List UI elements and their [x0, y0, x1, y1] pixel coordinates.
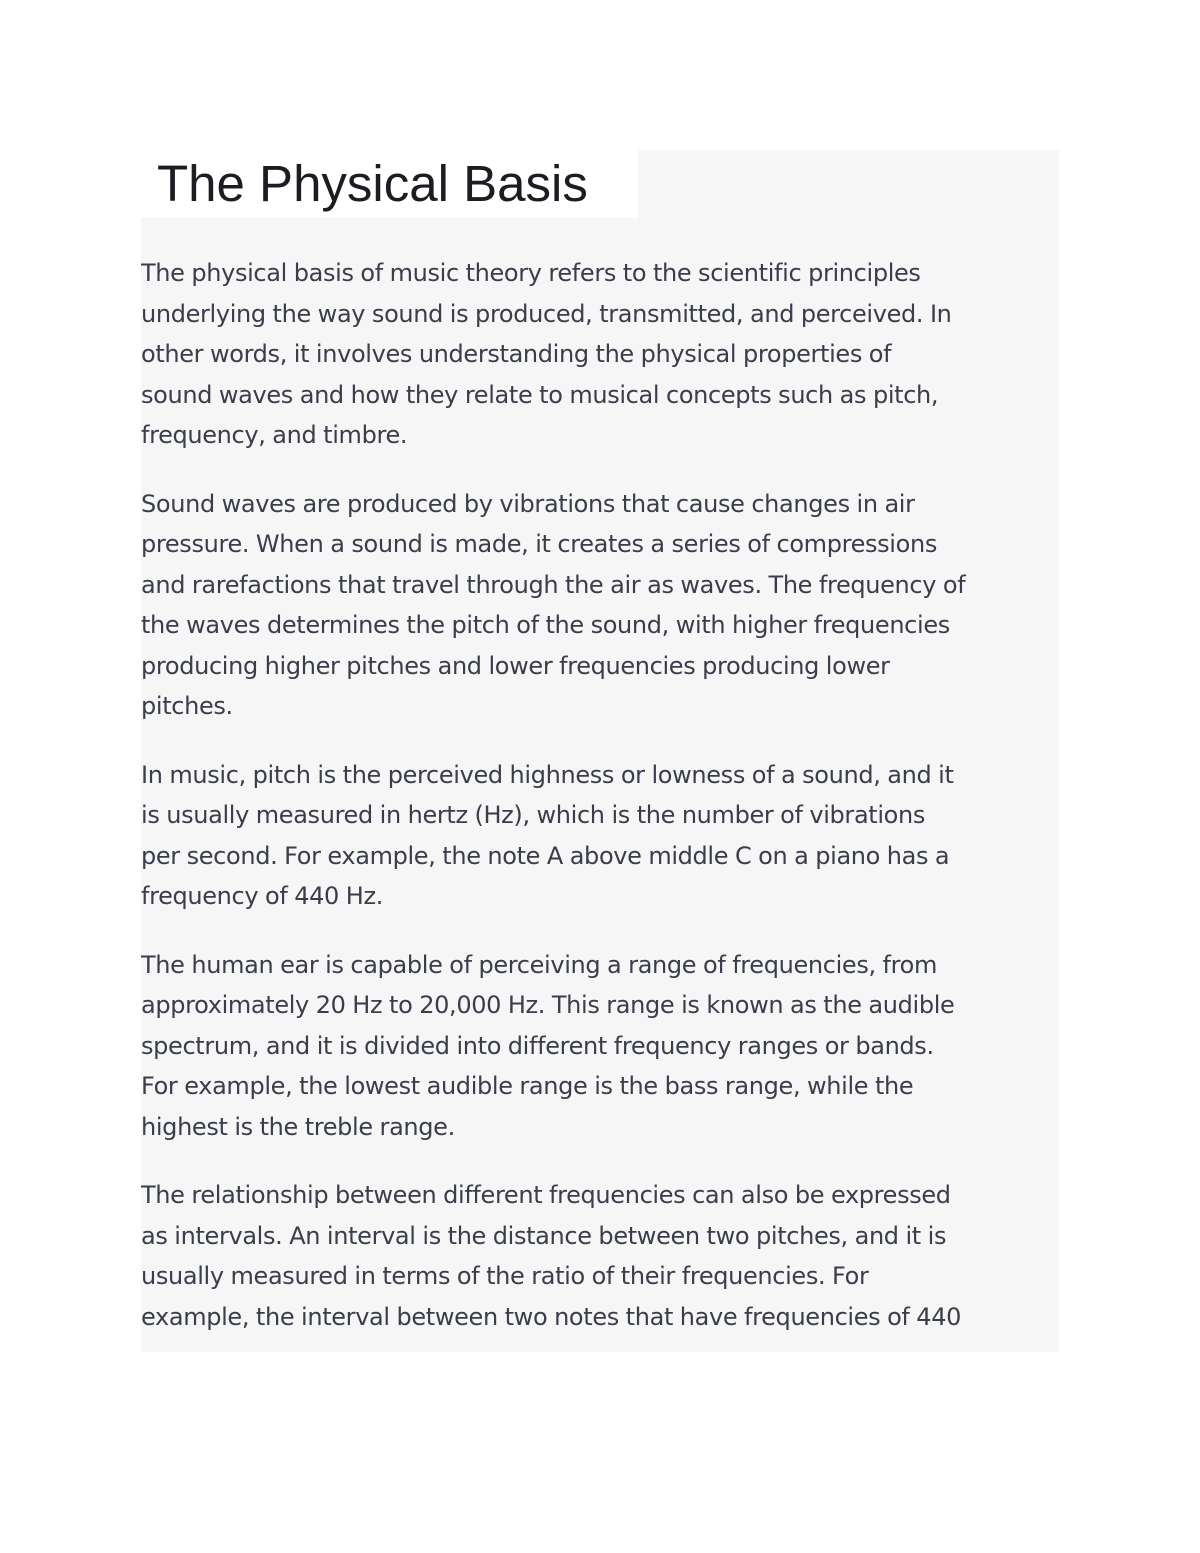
paragraph-line: frequency, and timbre. — [141, 421, 408, 449]
paragraph-line: the waves determines the pitch of the sound, with higher frequencies — [141, 611, 950, 639]
paragraph-line: The physical basis of music theory refers to the scientific principles — [141, 259, 921, 287]
paragraph-line: For example, the lowest audible range is the bass range, while the — [141, 1072, 914, 1100]
paragraph-line: per second. For example, the note A above middle C on a piano has a — [141, 841, 950, 870]
paragraph-line: underlying the way sound is produced, transmitted, and perceived. In — [141, 299, 952, 328]
paragraph-line: example, the interval between two notes that have frequencies of 440 — [141, 1302, 962, 1331]
paragraph-line: highest is the treble range. — [141, 1112, 455, 1141]
paragraph-1 — [141, 253, 1059, 456]
title-area — [141, 150, 1059, 218]
body-text — [141, 253, 1059, 1352]
page-title: The Physical Basis — [157, 155, 588, 212]
paragraph-line: spectrum, and it is divided into different frequency ranges or bands. — [141, 1031, 934, 1060]
paragraph-line: other words, it involves understanding the physical properties of — [141, 340, 892, 368]
paragraph-line: as intervals. An interval is the distance between two pitches, and it is — [141, 1221, 947, 1250]
paragraph-line: is usually measured in hertz (Hz), which is the number of vibrations — [141, 801, 926, 829]
paragraph-line: The relationship between different frequencies can also be expressed — [141, 1181, 951, 1209]
paragraph-line: sound waves and how they relate to musical concepts such as pitch, — [141, 380, 939, 409]
paragraph-line: pressure. When a sound is made, it creates a series of compressions — [141, 530, 937, 558]
paragraph-line: In music, pitch is the perceived highness or lowness of a sound, and it — [141, 760, 954, 789]
paragraph-3 — [141, 755, 1059, 917]
content-block — [141, 150, 1059, 1352]
paragraph-line: pitches. — [141, 692, 233, 720]
paragraph-2 — [141, 484, 1059, 727]
paragraph-line: approximately 20 Hz to 20,000 Hz. This range is known as the audible — [141, 991, 955, 1019]
paragraph-line: usually measured in terms of the ratio of their frequencies. For — [141, 1262, 869, 1290]
paragraph-line: and rarefactions that travel through the air as waves. The frequency of — [141, 570, 966, 599]
paragraph-line: The human ear is capable of perceiving a range of frequencies, from — [141, 950, 937, 979]
paragraph-line: Sound waves are produced by vibrations that cause changes in air — [141, 489, 915, 518]
paragraph-4 — [141, 945, 1059, 1148]
paragraph-line: frequency of 440 Hz. — [141, 882, 383, 910]
paragraph-line: producing higher pitches and lower frequencies producing lower — [141, 651, 890, 680]
paragraph-5 — [141, 1175, 1059, 1337]
